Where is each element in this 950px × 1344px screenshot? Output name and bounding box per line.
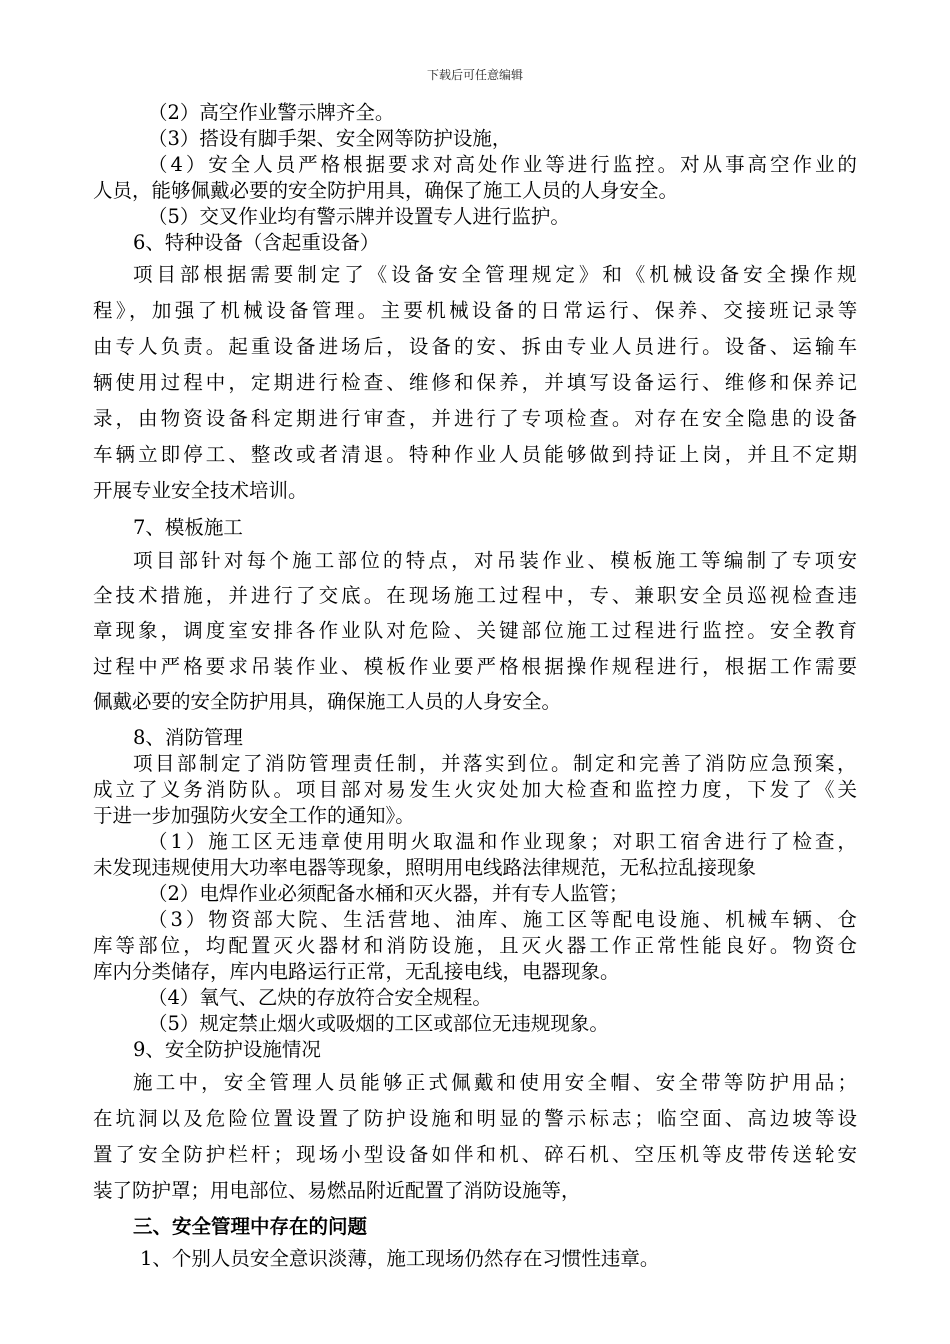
page-header: 下载后可任意编辑 xyxy=(426,68,523,82)
text-line: （3）物资部大院、生活营地、油库、施工区等配电设施、机械车辆、仓 xyxy=(148,908,860,931)
text-line: （3）搭设有脚手架、安全网等防护设施， xyxy=(148,127,512,150)
text-line: 过程中严格要求吊装作业、模板作业要严格根据操作规程进行，根据工作需要 xyxy=(93,655,861,678)
text-line: （1）施工区无违章使用明火取温和作业现象；对职工宿舍进行了检查， xyxy=(148,830,860,853)
text-line: 项目部根据需要制定了《设备安全管理规定》和《机械设备安全操作规 xyxy=(133,263,861,286)
text-line: （5）交叉作业均有警示牌并设置专人进行监护。 xyxy=(148,205,570,228)
text-line: 1、个别人员安全意识淡薄，施工现场仍然存在习惯性违章。 xyxy=(140,1247,660,1270)
text-line: 开展专业安全技术培训。 xyxy=(93,479,308,502)
text-line: 佩戴必要的安全防护用具，确保施工人员的人身安全。 xyxy=(93,690,562,713)
text-line: 项目部针对每个施工部位的特点，对吊装作业、模板施工等编制了专项安 xyxy=(133,549,861,572)
text-line: 7、模板施工 xyxy=(133,516,243,539)
text-line: 8、消防管理 xyxy=(133,726,243,749)
text-line: （2）高空作业警示牌齐全。 xyxy=(148,101,395,124)
text-line: 施工中，安全管理人员能够正式佩戴和使用安全帽、安全带等防护用品； xyxy=(133,1071,861,1094)
text-line: 程》，加强了机械设备管理。主要机械设备的日常运行、保养、交接班记录等 xyxy=(93,299,861,322)
text-line: 全技术措施，并进行了交底。在现场施工过程中，专、兼职安全员巡视检查违 xyxy=(93,584,861,607)
text-line: （5）规定禁止烟火或吸烟的工区或部位无违规现象。 xyxy=(148,1012,609,1035)
text-line: （4）安全人员严格根据要求对高处作业等进行监控。对从事高空作业的 xyxy=(148,153,860,176)
text-line: 装了防护罩；用电部位、易燃品附近配置了消防设施等， xyxy=(93,1179,581,1202)
text-line: 录，由物资设备科定期进行审查，并进行了专项检查。对存在安全隐患的设备 xyxy=(93,407,861,430)
text-line: 置了安全防护栏杆；现场小型设备如伴和机、碎石机、空压机等皮带传送轮安 xyxy=(93,1143,861,1166)
text-line: 9、安全防护设施情况 xyxy=(133,1038,321,1061)
text-line: 于进一步加强防火安全工作的通知》。 xyxy=(93,804,415,827)
text-line: 未发现违规使用大功率电器等现象，照明用电线路法律规范，无私拉乱接现象 xyxy=(93,856,757,879)
text-line: （4）氧气、乙炔的存放符合安全规程。 xyxy=(148,986,492,1009)
section-heading: 三、安全管理中存在的问题 xyxy=(133,1215,368,1238)
text-line: 章现象，调度室安排各作业队对危险、关键部位施工过程进行监控。安全教育 xyxy=(93,619,861,642)
text-line: 库内分类储存，库内电路运行正常，无乱接电线，电器现象。 xyxy=(93,960,620,983)
text-line: 6、特种设备（含起重设备） xyxy=(133,231,380,254)
text-line: 在坑洞以及危险位置设置了防护设施和明显的警示标志；临空面、高边坡等设 xyxy=(93,1107,861,1130)
text-line: 辆使用过程中，定期进行检查、维修和保养，并填写设备运行、维修和保养记 xyxy=(93,371,861,394)
text-line: 由专人负责。起重设备进场后，设备的安、拆由专业人员进行。设备、运输车 xyxy=(93,335,861,358)
text-line: 车辆立即停工、整改或者清退。特种作业人员能够做到持证上岗，并且不定期 xyxy=(93,443,861,466)
text-line: 人员，能够佩戴必要的安全防护用具，确保了施工人员的人身安全。 xyxy=(93,179,679,202)
text-line: 库等部位，均配置灭火器材和消防设施，且灭火器工作正常性能良好。物资仓 xyxy=(93,934,861,957)
text-line: 成立了义务消防队。项目部对易发生火灾处加大检查和监控力度，下发了《关 xyxy=(93,778,861,801)
text-line: （2）电焊作业必须配备水桶和灭火器，并有专人监管； xyxy=(148,882,629,905)
text-line: 项目部制定了消防管理责任制，并落实到位。制定和完善了消防应急预案， xyxy=(133,752,860,775)
